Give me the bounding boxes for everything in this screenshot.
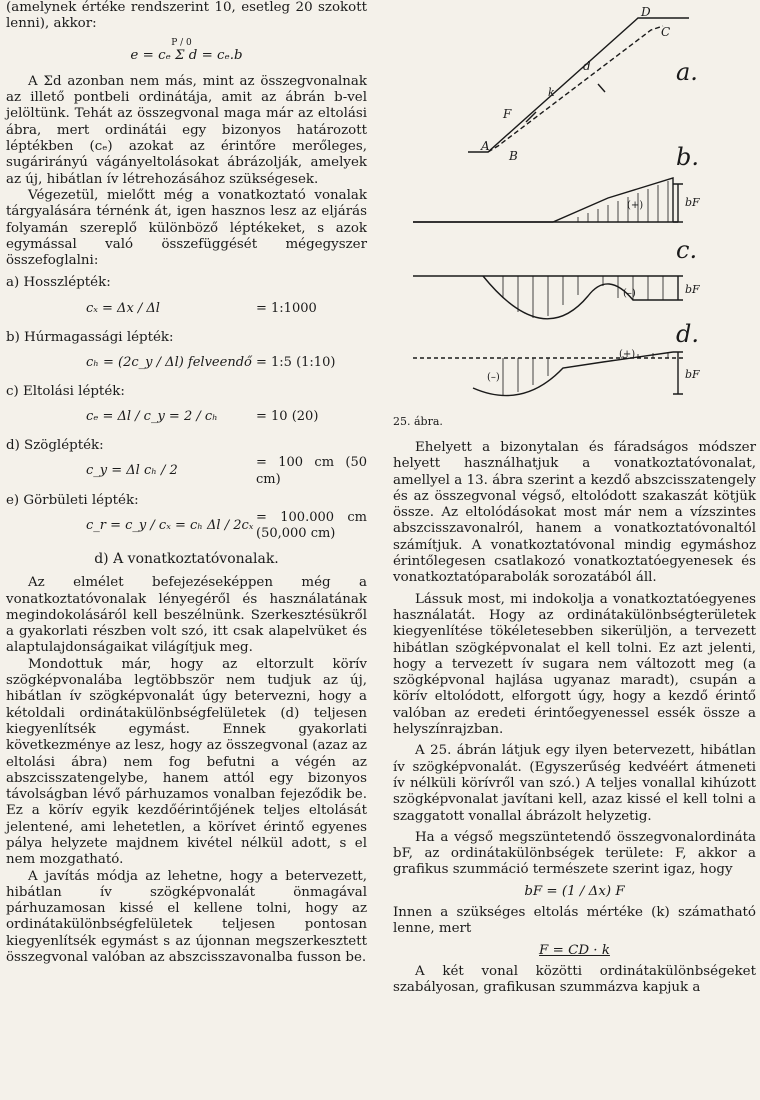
label-c: c. <box>676 236 698 264</box>
label-bF-b: bF <box>685 196 700 209</box>
label-F: F <box>503 107 512 121</box>
label-plus-b: (+) <box>627 200 644 211</box>
scale-heading: c) Eltolási lépték: <box>6 384 125 400</box>
bF-dimension-b <box>673 184 683 222</box>
scale-value: = 1:5 (1:10) <box>256 354 336 370</box>
scale-value: = 100 cm (50 cm) <box>256 455 367 487</box>
label-d-small: d <box>583 59 591 73</box>
label-bF-c: bF <box>685 283 700 296</box>
scale-row <box>6 348 367 378</box>
figure-25 <box>393 0 756 440</box>
label-B: B <box>509 149 518 163</box>
scale-value: = 100.000 cm (50,000 cm) <box>256 509 367 541</box>
scale-expression: cₑ = Δl / c_y = 2 / cₕ <box>86 409 218 425</box>
label-minus-c: (–) <box>623 288 636 299</box>
scale-value: = 1:1000 <box>256 300 317 316</box>
formula-sum <box>6 39 367 64</box>
paragraph: Mondottuk már, hogy az eltorzult körív szögképvonalába legtöbbször nem tudjuk az új, hibátlan ív szögképvonalát úgy betervezni, hogy a kétoldali ordinátakülönbségfelületek (d) teljesen kiegyenlítsék egymást. Ennek gyakorlati következménye az lesz, hogy az összegvonal (azaz az eltolási ábra) nem fog befutni a végén az abszcisszatengelybe, hanem attól egy bizonyos távolságban lévő párhuzamos vonalban fejeződik be. Ez a körív egyik kezdőérintőjének teljes eltolását jelentené, ami lehetetlen, a körívet érintő egyenes pálya helyzete majdnem kivétel nélkül adott, s el nem mozgatható. <box>6 656 367 868</box>
scale-row <box>6 457 367 487</box>
label-C: C <box>661 25 671 39</box>
k-marker <box>598 84 605 92</box>
label-k: k <box>548 86 555 99</box>
scale-list <box>6 275 367 540</box>
figure-caption: 25. ábra. <box>393 415 443 428</box>
hatch-c <box>503 276 663 318</box>
line-shifted <box>488 26 663 152</box>
scale-expression: cₕ = (2c_y / Δl) felveendő <box>86 354 252 370</box>
scale-expression: c_y = Δl cₕ / 2 <box>86 463 178 479</box>
equation-bf: bF = (1 / Δx) F <box>524 883 625 899</box>
label-plus-d: (+) <box>619 349 636 360</box>
scale-row <box>6 294 367 324</box>
formula-limits: P / 0 <box>171 37 192 48</box>
right-column <box>393 0 756 997</box>
paragraph: A javítás módja az lehetne, hogy a betervezett, hibátlan ív szögképvonalát önmagával párhuzamosan kissé el kellene tolni, hogy az ordinátakülönbségfelületek teljesen pontosan kiegyenlítsék egymást s az újonnan megszerkesztett összegvonal valóban az abszcisszavonalba fusson be. <box>6 868 367 966</box>
paragraph: Innen a szükséges eltolás mértéke (k) számatható lenne, mert <box>393 905 756 937</box>
scale-heading: b) Húrmagassági lépték: <box>6 329 174 345</box>
paragraph: Végezetül, mielőtt még a vonatkoztató vonalak tárgyalására térnénk át, igen hasznos lesz az eljárás folyamán szereplő különböző léptékeket, s azok egymással való összefüggését mégegyszer összefoglalni: <box>6 187 367 269</box>
paragraph: A két vonal közötti ordinátakülönbségeket szabályosan, grafikusan szummázva kapjuk a <box>393 963 756 996</box>
formula-text: e = cₑ Σ d = cₑ.b <box>130 47 243 63</box>
paragraph: (amelynek értéke rendszerint 10, esetleg 20 szokott lenni), akkor: <box>6 0 367 32</box>
label-b: b. <box>676 143 699 171</box>
scale-heading: d) Szöglépték: <box>6 438 104 454</box>
paragraph: A 25. ábrán látjuk egy ilyen betervezett, hibátlan ív szögképvonalát. (Egyszerűség kedvéért átmeneti ív nélküli körívről van szó.) A teljes vonallal kihúzott szögképvonalat javítani kell, azaz kissé el kell tolni a szaggatott vonallal ábrázolt helyzetig. <box>393 743 756 824</box>
scale-expression: c_r = c_y / cₓ = cₕ Δl / 2cₓ <box>86 517 254 533</box>
hatch-b <box>578 181 668 222</box>
paragraph: A Σd azonban nem más, mint az összegvonalnak az illető pontbeli ordinátája, amit az ábrán b-vel jelöltünk. Tehát az összegvonal maga már az eltolási ábra, mert ordinátái egy bizonyos határozott léptékben (cₑ) azokat az érintőre merőleges, sugárirányú vágányeltolásokat ábrázolják, amelyek az új, hibátlan ív létrehozásához szükségesek. <box>6 73 367 187</box>
scale-row <box>6 511 367 541</box>
scale-heading: e) Görbületi lépték: <box>6 492 139 508</box>
bF-dimension-c <box>673 276 683 300</box>
equation-F: F = CD · k <box>539 942 610 958</box>
scale-value: = 10 (20) <box>256 409 319 425</box>
section-title: d) A vonatkoztatóvonalak. <box>94 550 279 567</box>
paragraph: Ehelyett a bizonytalan és fáradságos módszer helyett használhatjuk a vonatkoztatóvonalat, amellyel a 13. ábra szerint a kezdő abszcisszatengely és az összegvonal végső, eltolódott szakaszát kötjük össze. Az eltolódásokat most már nem a vízszintes abszcisszavonalról, hanem a vonatkoztatóvonaltól számítjuk. A vonatkoztatóvonal mindig egymáshoz érintőlegesen csatlakozó vonatkoztatóegyenesek és vonatkoztatóparabolák sorozatából áll. <box>393 440 756 586</box>
paragraph: Lássuk most, mi indokolja a vonatkoztatóegyenes használatát. Hogy az ordinátakülönbségterületek kiegyenlítése tökéletesebben sikerüljön, a tervezett hibátlan szögképvonalat el kell tolni. Ez azt jelenti, hogy a tervezett ív sugara nem változott meg (a szögképvonal hajlása ugyanaz maradt), csupán a körív eltolódott, elforgott úgy, hogy a kezdő érintő valóban az eredeti érintőegyenessel essék össze a helyszínrajzban. <box>393 591 756 738</box>
left-column <box>6 0 367 966</box>
label-a: a. <box>676 58 698 86</box>
label-d: d. <box>676 320 699 348</box>
scale-heading: a) Hosszlépték: <box>6 275 111 291</box>
label-A: A <box>481 139 490 153</box>
label-D: D <box>641 5 651 19</box>
label-bF-d: bF <box>685 368 700 381</box>
paragraph: Az elmélet befejezéseképpen még a vonatkoztatóvonalak lényegéről és használatának megindokolásáról kell beszélnünk. Szerkesztésükről a gyakorlati részben volt szó, itt csak alapelvüket és alaptulajdonságaikat világítjuk meg. <box>6 575 367 656</box>
figure-diagram <box>393 0 756 420</box>
label-minus-d: (–) <box>487 372 500 383</box>
scale-row <box>6 402 367 432</box>
scale-expression: cₓ = Δx / Δl <box>86 300 160 316</box>
paragraph: Ha a végső megszüntetendő összegvonalordináta bF, az ordinátakülönbségek területe: F, akkor a grafikus szummáció természete szerint igaz, hogy <box>393 829 756 878</box>
